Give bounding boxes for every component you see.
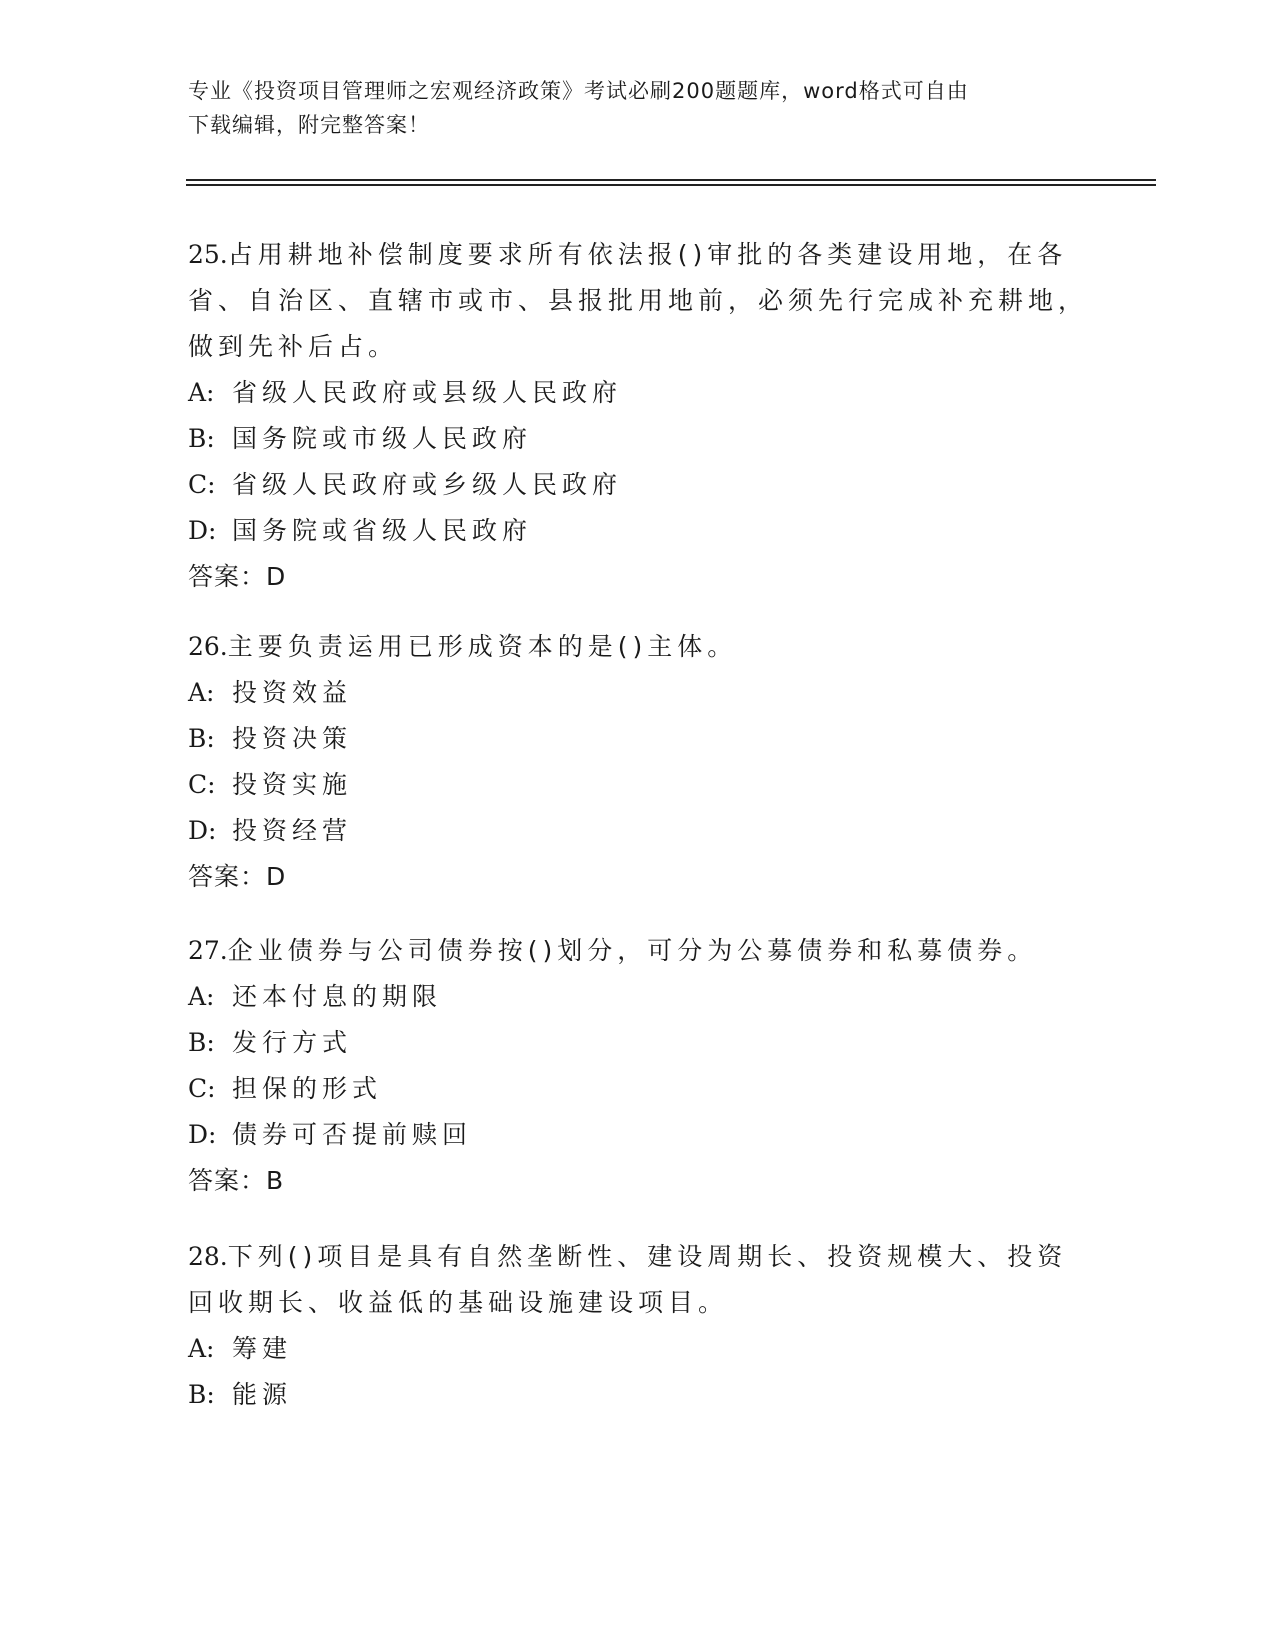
question-text: 企业债券与公司债券按()划分，可分为公募债券和私募债券。 xyxy=(227,936,1038,965)
option-key: C: xyxy=(188,1074,216,1103)
question-26 xyxy=(188,624,1088,900)
option-key: B: xyxy=(188,424,215,453)
option-text: 国务院或市级人民政府 xyxy=(232,424,533,453)
option-key: D: xyxy=(188,1120,217,1149)
option-text: 省级人民政府或乡级人民政府 xyxy=(232,470,623,499)
option-text: 投资效益 xyxy=(232,678,353,707)
question-stem xyxy=(188,232,1088,370)
option-key: C: xyxy=(188,470,216,499)
option-text: 担保的形式 xyxy=(232,1074,383,1103)
option-d xyxy=(188,808,1088,854)
option-a xyxy=(188,370,1088,416)
option-key: D: xyxy=(188,816,217,845)
answer: 答案：D xyxy=(188,562,287,591)
option-text: 还本付息的期限 xyxy=(232,982,443,1011)
option-key: A: xyxy=(188,378,215,407)
header-line-1: 专业《投资项目管理师之宏观经济政策》考试必刷200题题库，word格式可自由 xyxy=(188,79,969,103)
option-text: 投资决策 xyxy=(232,724,353,753)
option-text: 国务院或省级人民政府 xyxy=(232,516,533,545)
question-text: 下列()项目是具有自然垄断性、建设周期长、投资规模大、投资回收期长、收益低的基础设施建设项目。 xyxy=(188,1242,1068,1317)
question-text: 占用耕地补偿制度要求所有依法报()审批的各类建设用地，在各省、自治区、直辖市或市、县报批用地前，必须先行完成补充耕地，做到先补后占。 xyxy=(188,240,1089,361)
option-key: C: xyxy=(188,770,216,799)
option-b xyxy=(188,716,1088,762)
header-divider-bottom xyxy=(186,184,1156,186)
question-stem xyxy=(188,928,1088,974)
option-key: A: xyxy=(188,678,215,707)
option-key: D: xyxy=(188,516,217,545)
option-a xyxy=(188,670,1088,716)
answer: 答案：D xyxy=(188,862,287,891)
option-text: 发行方式 xyxy=(232,1028,353,1057)
header-divider-top xyxy=(186,179,1156,181)
option-key: B: xyxy=(188,1380,215,1409)
option-c xyxy=(188,1066,1088,1112)
option-key: A: xyxy=(188,982,215,1011)
option-text: 投资经营 xyxy=(232,816,353,845)
option-d xyxy=(188,1112,1088,1158)
question-28 xyxy=(188,1234,1088,1418)
question-27 xyxy=(188,928,1088,1204)
question-25 xyxy=(188,232,1088,600)
option-text: 筹建 xyxy=(232,1334,293,1363)
option-c xyxy=(188,462,1088,508)
question-stem xyxy=(188,624,1088,670)
option-text: 能源 xyxy=(232,1380,293,1409)
answer: 答案：B xyxy=(188,1166,285,1195)
option-text: 投资实施 xyxy=(232,770,353,799)
option-key: B: xyxy=(188,1028,215,1057)
option-key: A: xyxy=(188,1334,215,1363)
question-number: 28. xyxy=(188,1242,228,1271)
option-b xyxy=(188,1020,1088,1066)
option-b xyxy=(188,1372,1088,1418)
question-text: 主要负责运用已形成资本的是()主体。 xyxy=(227,632,738,661)
option-b xyxy=(188,416,1088,462)
option-key: B: xyxy=(188,724,215,753)
option-c xyxy=(188,762,1088,808)
option-text: 债券可否提前赎回 xyxy=(232,1120,473,1149)
option-d xyxy=(188,508,1088,554)
question-number: 26. xyxy=(188,632,228,661)
option-a xyxy=(188,974,1088,1020)
question-stem xyxy=(188,1234,1088,1326)
question-number: 25. xyxy=(188,240,228,269)
header-line-2: 下载编辑，附完整答案！ xyxy=(188,113,430,137)
option-a xyxy=(188,1326,1088,1372)
option-text: 省级人民政府或县级人民政府 xyxy=(232,378,623,407)
document-header xyxy=(188,74,1088,142)
question-number: 27. xyxy=(188,936,228,965)
